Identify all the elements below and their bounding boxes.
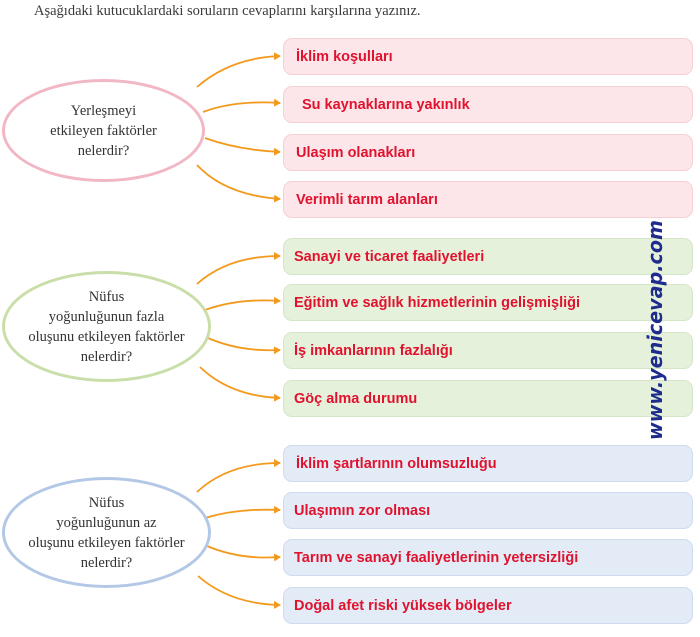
question-bubble <box>2 477 211 588</box>
arrow-3-2 <box>205 510 280 518</box>
answer-box: İklim şartlarının olumsuzluğu <box>283 445 693 482</box>
answer-box: İklim koşulları <box>283 38 693 75</box>
question-bubble <box>2 271 211 382</box>
question-text: Yerleşmeyi etkileyen faktörler nelerdir? <box>50 102 157 159</box>
answer-box: Ulaşımın zor olması <box>283 492 693 529</box>
answer-box: Eğitim ve sağlık hizmetlerinin gelişmişliği <box>283 284 693 321</box>
answer-box: Doğal afet riski yüksek bölgeler <box>283 587 693 624</box>
arrow-1-2 <box>203 102 280 112</box>
arrow-3-1 <box>197 463 280 492</box>
arrow-3-4 <box>198 576 280 605</box>
question-text: Nüfus yoğunluğunun az oluşunu etkileyen faktörler nelerdir? <box>28 494 185 571</box>
arrow-1-1 <box>197 56 280 87</box>
answer-box: Ulaşım olanakları <box>283 134 693 171</box>
question-bubble <box>2 79 205 182</box>
answer-box: Verimli tarım alanları <box>283 181 693 218</box>
answer-box: Su kaynaklarına yakınlık <box>283 86 693 123</box>
arrow-2-4 <box>200 367 280 398</box>
arrow-2-2 <box>205 300 280 310</box>
watermark <box>633 218 673 443</box>
arrow-2-1 <box>197 256 280 284</box>
answer-box: İş imkanlarının fazlalığı <box>283 332 693 369</box>
arrow-3-3 <box>207 546 280 558</box>
answer-box: Tarım ve sanayi faaliyetlerinin yetersizliği <box>283 539 693 576</box>
answer-box: Göç alma durumu <box>283 380 693 417</box>
arrow-1-4 <box>197 165 280 199</box>
question-text: Nüfus yoğunluğunun fazla oluşunu etkileyen faktörler nelerdir? <box>28 288 185 365</box>
watermark-text: www.yenicevap.com <box>643 218 667 440</box>
arrow-2-3 <box>208 338 280 350</box>
instruction-text: Aşağıdaki kutucuklardaki soruların cevaplarını karşılarına yazınız. <box>34 3 421 19</box>
arrow-1-3 <box>205 138 280 152</box>
answer-box: Sanayi ve ticaret faaliyetleri <box>283 238 693 275</box>
